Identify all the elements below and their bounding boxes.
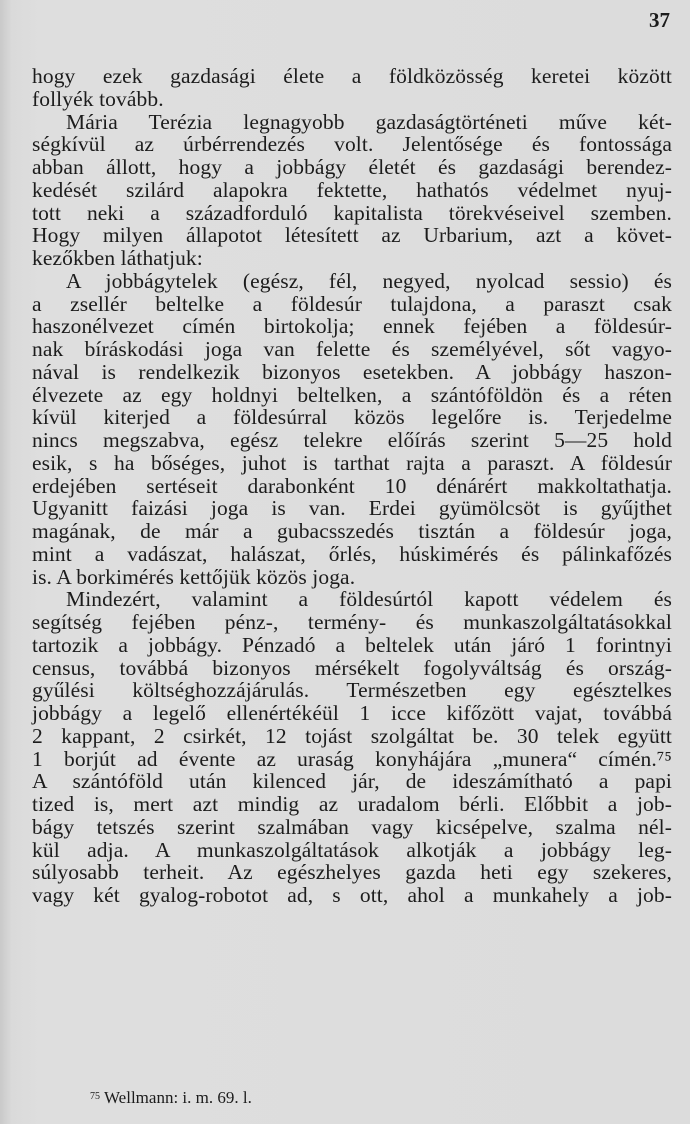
text-line: hogy ezek gazdasági élete a földközösség keretei között xyxy=(32,64,672,88)
page-number: 37 xyxy=(649,8,670,32)
text-line: Mária Terézia legnagyobb gazdaságtörténeti műve két- xyxy=(66,109,672,134)
text-line: Ugyanitt faizási joga is van. Erdei gyümölcsöt is gyűjthet xyxy=(32,496,672,521)
text-line: bágy tetszés szerint szalmában vagy kicsépelve, szalma nél- xyxy=(32,814,672,839)
text-line: tized is, mert azt mindig az uradalom bérli. Előbbit a job- xyxy=(32,792,672,816)
text-line: súlyosabb terheit. Az egészhelyes gazda heti egy szekeres, xyxy=(32,860,672,885)
text-line: erdejében sertéseit darabonként 10 dénárért makkoltathatja. xyxy=(32,473,672,498)
text-line: ségkívül az úrbérrendezés volt. Jelentősége és fontossága xyxy=(32,132,672,157)
text-line: 2 kappant, 2 csirkét, 12 tojást szolgáltat be. 30 telek együtt xyxy=(32,723,672,748)
text-line: gyűlési költséghozzájárulás. Természetben egy egésztelkes xyxy=(32,678,672,703)
text-line: abban állott, hogy a jobbágy életét és gazdasági berendez- xyxy=(32,155,672,179)
text-line: haszonélvezet címén birtokolja; ennek fejében a földesúr- xyxy=(32,314,672,339)
text-line: A szántóföld után kilenced jár, de ideszámítható a papi xyxy=(32,769,672,794)
text-line: A jobbágytelek (egész, fél, negyed, nyolcad sessio) és xyxy=(66,268,672,293)
text-line: vagy két gyalog-robotot ad, s ott, ahol a munkahely a job- xyxy=(32,883,672,907)
footnote-text: Wellmann: i. m. 69. l. xyxy=(104,1088,252,1107)
text-line: kívül kiterjed a földesúrral közös legelőre is. Terjedelme xyxy=(32,405,672,430)
text-line: mint a vadászat, halászat, őrlés, húskimérés és pálinkafőzés xyxy=(32,541,672,566)
text-line: tott neki a századforduló kapitalista törekvéseivel szemben. xyxy=(32,200,672,225)
text-line: segítség fejében pénz-, termény- és munkaszolgáltatásokkal xyxy=(32,610,672,634)
text-line: nincs megszabva, egész telekre előírás szerint 5—25 hold xyxy=(32,428,672,452)
text-line: tartozik a jobbágy. Pénzadó a beltelek után járó 1 forintnyi xyxy=(32,632,672,657)
text-line: Mindezért, valamint a földesúrtól kapott védelem és xyxy=(66,587,672,612)
text-line: esik, s ha bőséges, juhot is tarthat rajta a paraszt. A földesúr xyxy=(32,450,672,475)
footnote-marker: 75 xyxy=(90,1091,100,1102)
text-line: élvezete az egy holdnyi beltelken, a szántóföldön és a réten xyxy=(32,382,672,407)
body-text xyxy=(32,65,672,907)
text-line: 1 borjút ad évente az uraság konyhájára „munera“ címén.⁷⁵ xyxy=(32,746,672,771)
text-line: census, továbbá bizonyos mérsékelt fogolyváltság és ország- xyxy=(32,655,672,680)
text-line: kedését szilárd alapokra fektette, hathatós védelmet nyuj- xyxy=(32,177,672,202)
text-line: kezőkben láthatjuk: xyxy=(32,246,203,270)
text-line: a zsellér beltelke a földesúr tulajdona, a paraszt csak xyxy=(32,291,672,316)
footnote xyxy=(90,1088,252,1108)
text-line: Hogy milyen állapotot létesített az Urbarium, azt a követ- xyxy=(32,223,672,248)
text-line: magának, de már a gubacsszedés tisztán a földesúr joga, xyxy=(32,519,672,543)
text-line: kül adja. A munkaszolgáltatások alkotják a jobbágy leg- xyxy=(32,837,672,862)
text-line: is. A borkimérés kettőjük közös joga. xyxy=(32,564,356,589)
text-line: follyék tovább. xyxy=(32,86,164,111)
text-line: jobbágy a legelő ellenértékéül 1 icce kifőzött vajat, továbbá xyxy=(32,701,672,725)
text-line: nak bíráskodási joga van felette és személyével, sőt vagyo- xyxy=(32,337,672,361)
text-line: nával is rendelkezik bizonyos esetekben. A jobbágy haszon- xyxy=(32,359,672,384)
